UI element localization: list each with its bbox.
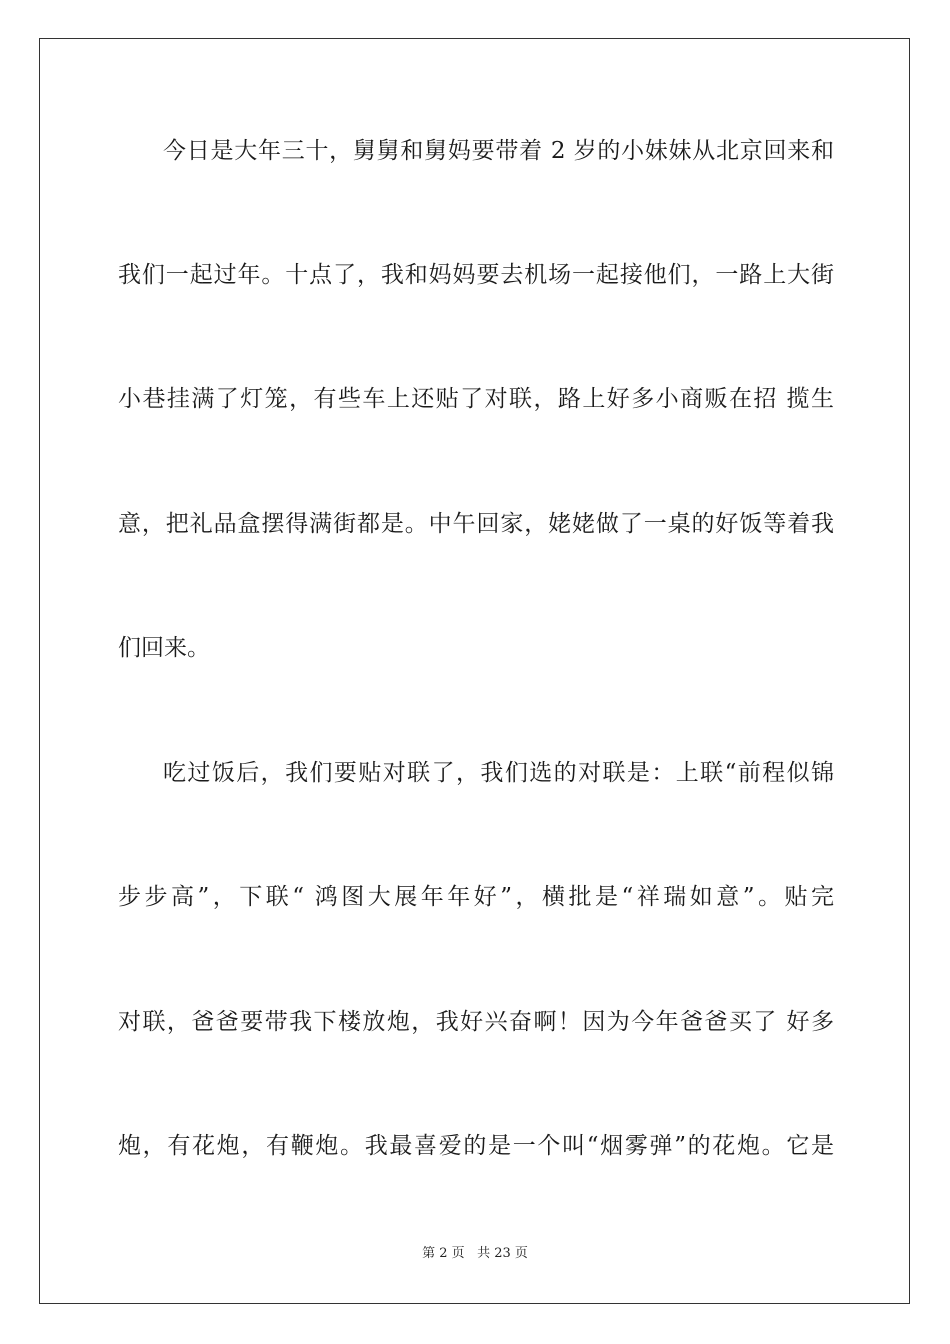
page-number: 第 2 页 xyxy=(422,1246,465,1261)
paragraph-2-line-1: 吃过饭后，我们要贴对联了，我们选的对联是：上联“前程似锦 xyxy=(163,760,834,786)
paragraph-1-line-4: 意，把礼品盒摆得满街都是。中午回家，姥姥做了一桌的好饭等着我 xyxy=(118,511,834,537)
paragraph-1-line-5: 们回来。 xyxy=(118,635,210,661)
paragraph-2-line-2: 步步高”，下联“ 鸿图大展年年好”，横批是“祥瑞如意”。贴完 xyxy=(118,884,834,910)
paragraph-1-line-3: 小巷挂满了灯笼，有些车上还贴了对联，路上好多小商贩在招 揽生 xyxy=(118,386,834,412)
paragraph-2-line-4: 炮，有花炮，有鞭炮。我最喜爱的是一个叫“烟雾弹”的花炮。它是 xyxy=(118,1133,834,1159)
page-total: 共 23 页 xyxy=(477,1246,528,1261)
paragraph-2-line-3: 对联，爸爸要带我下楼放炮，我好兴奋啊！因为今年爸爸买了 好多 xyxy=(118,1009,834,1035)
page-footer xyxy=(0,1246,950,1262)
page-border xyxy=(39,38,910,1304)
paragraph-1-line-2: 我们一起过年。十点了，我和妈妈要去机场一起接他们，一路上大街 xyxy=(118,262,834,288)
paragraph-1-line-1: 今日是大年三十，舅舅和舅妈要带着 2 岁的小妹妹从北京回来和 xyxy=(163,138,834,164)
